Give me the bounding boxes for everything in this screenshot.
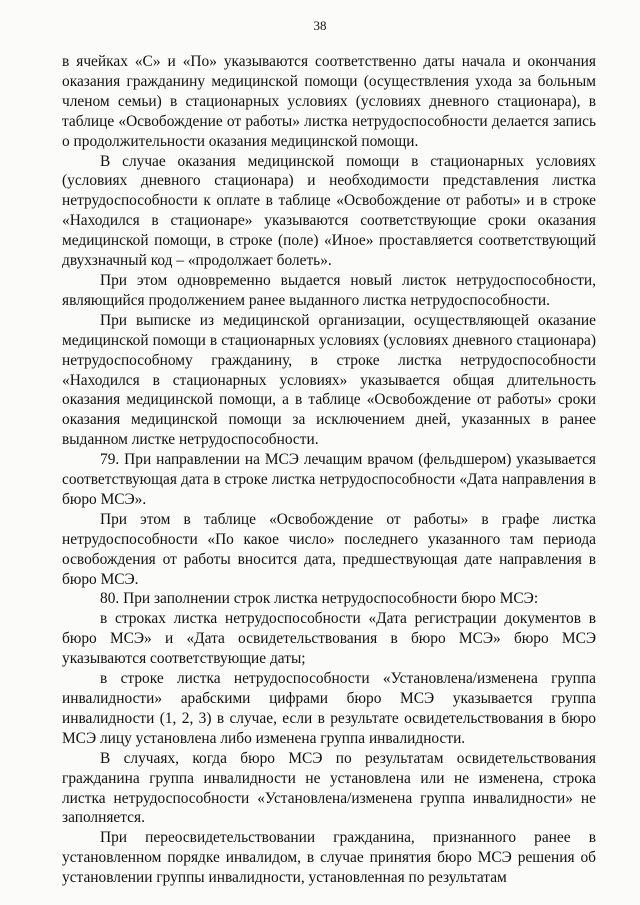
document-body bbox=[62, 52, 596, 888]
paragraph-discharge: При выписке из медицинской организации, осуществляющей оказание медицинской помощи в стационарных условиях (условиях дневного стационара) нетрудоспособному гражданину, в строке листка нетрудоспособности «Находился в стационарных условиях» указывается общая длительность оказания медицинской помощи, а в таблице «Освобождение от работы» сроки оказания медицинской помощи за исключением дней, указанных в ранее выданном листке нетрудоспособности. bbox=[62, 311, 596, 449]
paragraph-item-79-release-table: При этом в таблице «Освобождение от работы» в графе листка нетрудоспособности «По какое число» последнего указанного там периода освобождения от работы вносится дата, предшествующая дате направления в бюро МСЭ. bbox=[62, 510, 596, 588]
page-number: 38 bbox=[313, 18, 327, 33]
paragraph-disability-group: в строке листка нетрудоспособности «Установлена/изменена группа инвалидности» арабскими цифрами бюро МСЭ указывается группа инвалидности (1, 2, 3) в случае, если в результате освидетельствования в бюро МСЭ лицу установлена либо изменена группа инвалидности. bbox=[62, 670, 596, 747]
paragraph-registration-dates: в строках листка нетрудоспособности «Дата регистрации документов в бюро МСЭ» и «Дата освидетельствования в бюро МСЭ» бюро МСЭ указываются соответствующие даты; bbox=[62, 610, 596, 668]
paragraph-hospital-payment: В случае оказания медицинской помощи в стационарных условиях (условиях дневного стационара) и необходимости представления листка нетрудоспособности к оплате в таблице «Освобождение от работы» и в строке «Находился в стационаре» указываются соответствующие сроки оказания медицинской помощи, в строке (поле) «Иное» проставляется соответствующий двухзначный код – «продолжает болеть». bbox=[62, 152, 596, 270]
paragraph-new-sheet: При этом одновременно выдается новый листок нетрудоспособности, являющийся продолжением ранее выданного листка нетрудоспособности. bbox=[62, 271, 596, 309]
paragraph-reexamination: При переосвидетельствовании гражданина, признанного ранее в установленном порядке инвалидом, в случае принятия бюро МСЭ решения об установлении группы инвалидности, установленная по результатам bbox=[62, 829, 596, 887]
paragraph-group-not-set: В случаях, когда бюро МСЭ по результатам освидетельствования гражданина группа инвалидности не установлена или не изменена, строка листка нетрудоспособности «Установлена/изменена группа инвалидности» не заполняется. bbox=[62, 749, 596, 827]
paragraph-item-80: 80. При заполнении строк листка нетрудоспособности бюро МСЭ: bbox=[100, 590, 539, 608]
paragraph-item-79: 79. При направлении на МСЭ лечащим врачом (фельдшером) указывается соответствующая дата в строке листка нетрудоспособности «Дата направления в бюро МСЭ». bbox=[62, 451, 596, 508]
paragraph-cell-dates: в ячейках «С» и «По» указываются соответственно даты начала и окончания оказания гражданину медицинской помощи (осуществления ухода за больным членом семьи) в стационарных условиях (условиях дневного стационара), в таблице «Освобождение от работы» листка нетрудоспособности делается запись о продолжительности оказания медицинской помощи. bbox=[62, 53, 596, 150]
